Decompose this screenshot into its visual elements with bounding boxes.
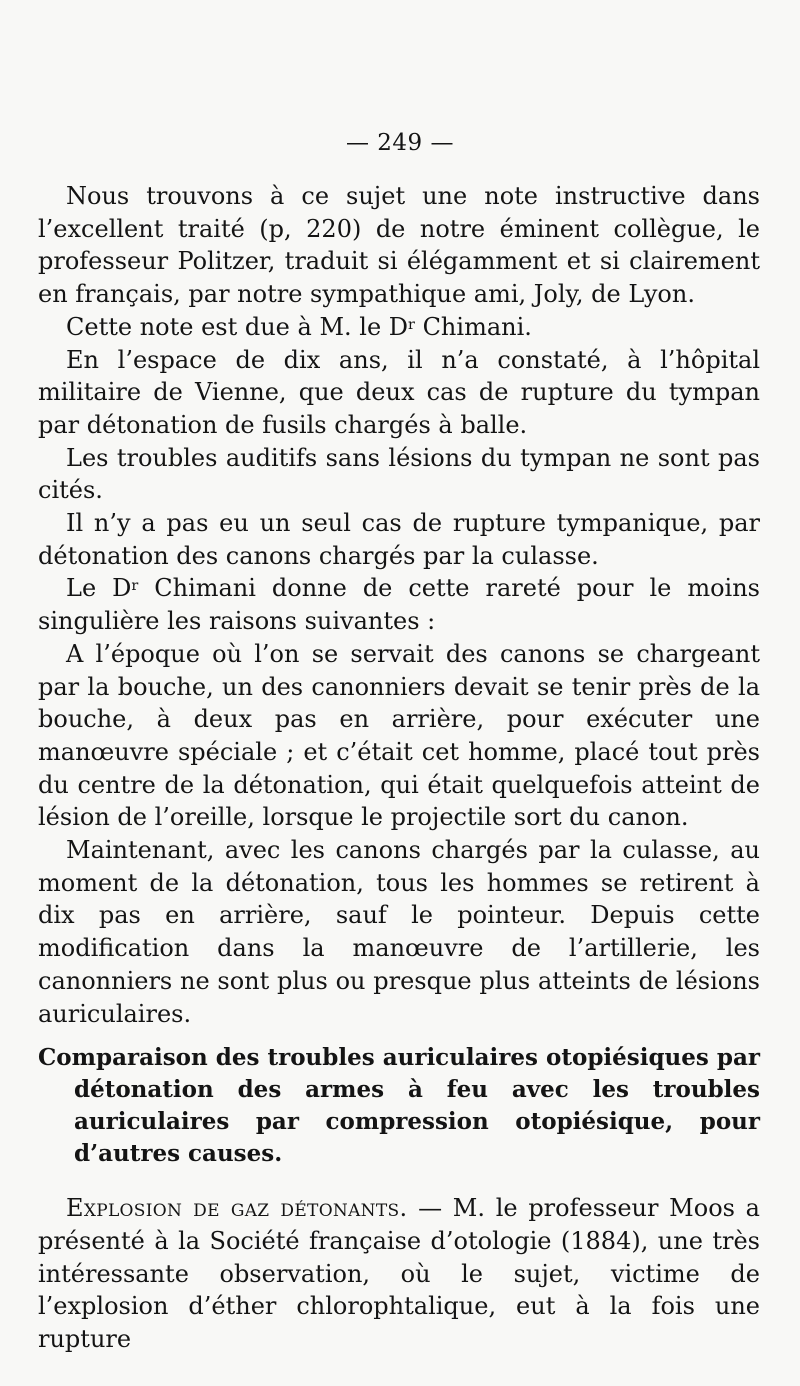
paragraph: Les troubles auditifs sans lésions du tympan ne sont pas cités.: [38, 443, 760, 505]
paragraph: Maintenant, avec les canons chargés par la culasse, au moment de la détonation, tous les hommes se retirent à dix pas en arrière, sauf le pointeur. Depuis cette modification dans la manœuvre de l’artillerie, les canonniers ne sont plus ou presque plus atteints de lésions auriculaires.: [38, 836, 760, 1028]
paragraph-text: Cette note est due à M. le D: [66, 312, 409, 341]
paragraph: [38, 1192, 760, 1356]
paragraph-text: Le D: [66, 574, 132, 603]
paragraph-text: Chimani.: [414, 312, 532, 341]
paragraph: En l’espace de dix ans, il n’a constaté, à l’hôpital militaire de Vienne, que deux cas de rupture du tympan par détonation de fusils chargés à balle.: [38, 345, 760, 439]
paragraph: A l’époque où l’on se servait des canons se chargeant par la bouche, un des canonniers devait se tenir près de la bouche, à deux pas en arrière, pour exécuter une manœuvre spéciale ; et c’était cet homme, placé tout près du centre de la détonation, qui était quelquefois atteint de lésion de l’oreille, lorsque le projectile sort du canon.: [38, 639, 760, 832]
paragraph: Nous trouvons à ce sujet une note instructive dans l’excellent traité (p, 220) de notre éminent collègue, le professeur Politzer, traduit si élégamment et si clairement en français, par notre sympathique ami, Joly, de Lyon.: [38, 182, 760, 309]
paragraph: Il n’y a pas eu un seul cas de rupture tympanique, par détonation des canons chargés par la culasse.: [38, 509, 760, 570]
superscript: r: [131, 578, 139, 595]
superscript: r: [408, 316, 415, 333]
paragraph: [38, 572, 760, 637]
body-text: [38, 180, 760, 1356]
paragraph: [38, 311, 760, 344]
paragraph-lead: Explosion de gaz détonants.: [66, 1194, 408, 1223]
paragraph-text: Chimani donne de cette rareté pour le moins singulière les raisons suivantes :: [38, 574, 760, 636]
page-number: — 249 —: [345, 130, 455, 156]
paragraph-text: — M. le professeur Moos a présenté à la Société française d’otologie (1884), une très intéressante observation, où le sujet, victime de l’explosion d’éther chlorophtalique, eut à la fois une rupture: [38, 1194, 760, 1354]
section-heading: Comparaison des troubles auriculaires otopiésiques par détonation des armes à feu avec les troubles auriculaires par compression otopiésique, pour d’autres causes.: [38, 1044, 760, 1168]
